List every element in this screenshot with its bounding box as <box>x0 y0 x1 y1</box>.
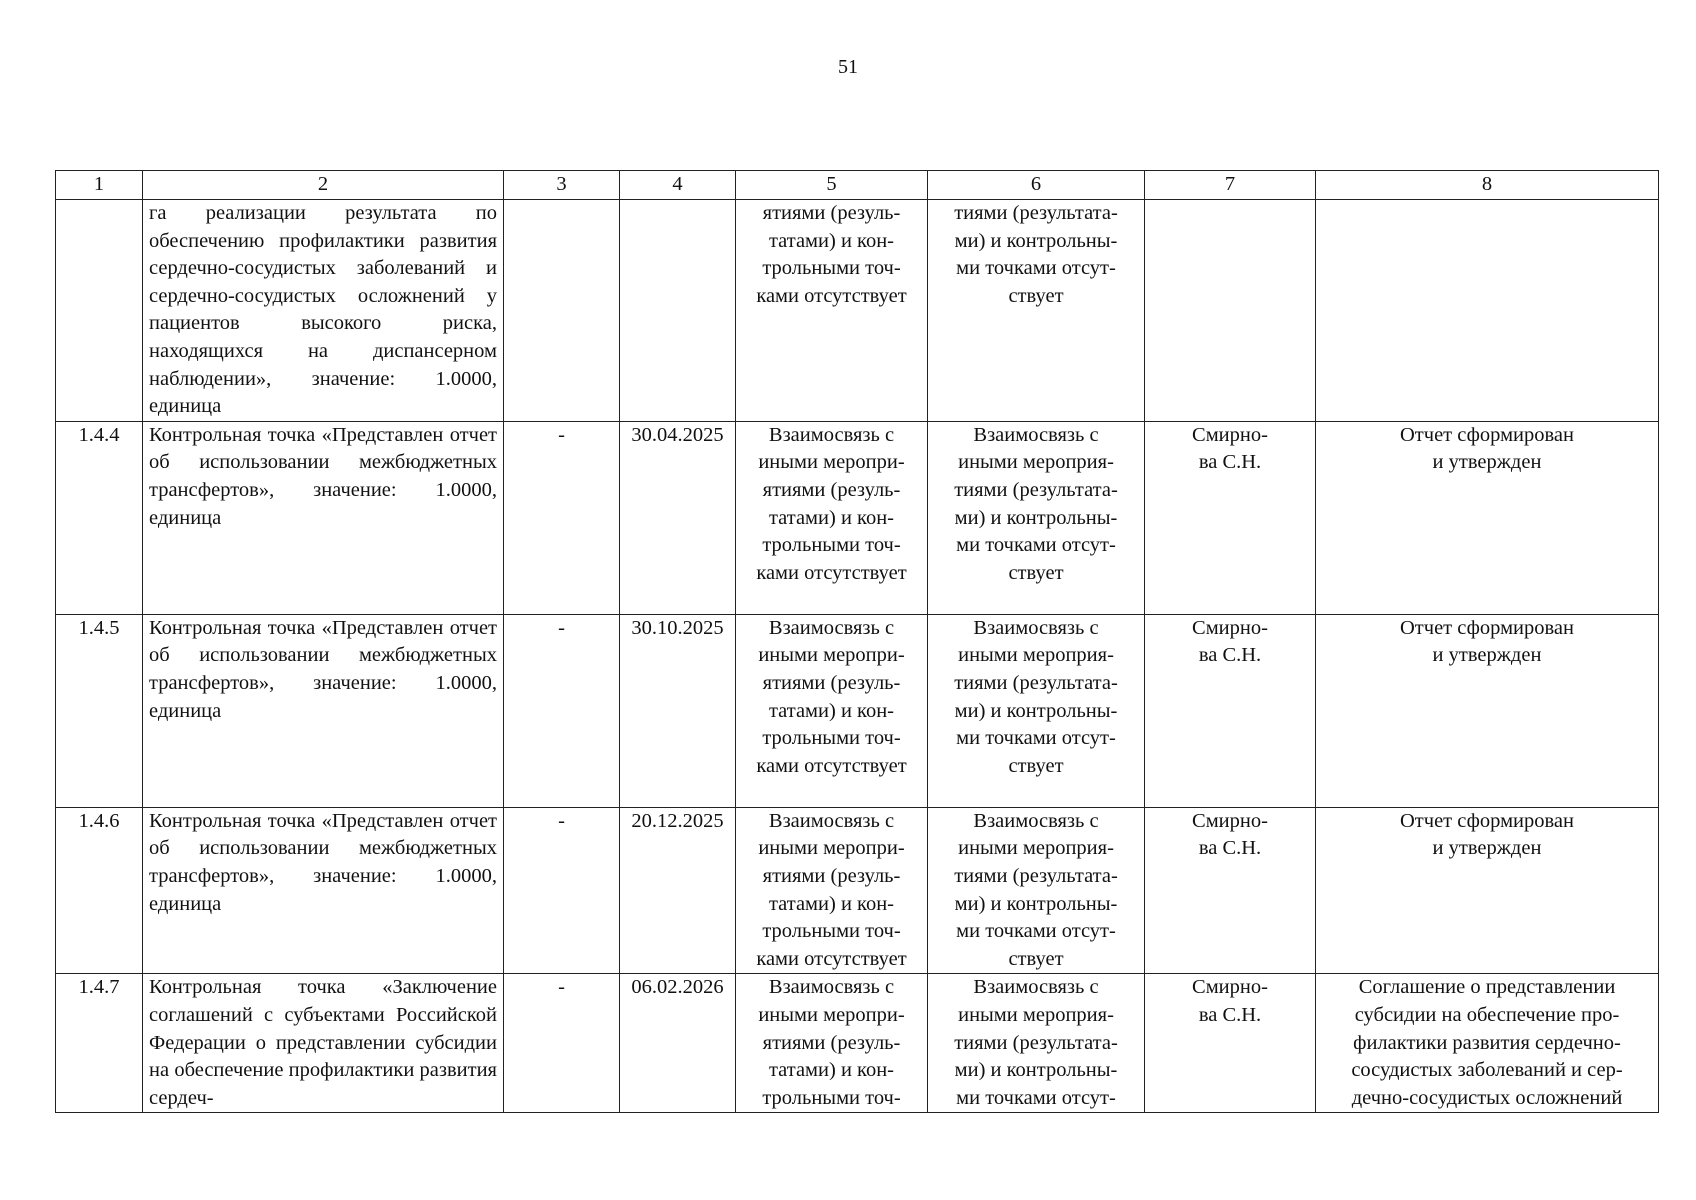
row-col5: ятиями (резуль- татами) и кон- трольными точ- ками отсутствует <box>736 200 928 422</box>
table-row <box>56 614 1659 807</box>
page-number: 51 <box>838 56 858 78</box>
column-header: 2 <box>143 171 504 200</box>
row-responsible: Смирно- ва С.Н. <box>1145 614 1316 807</box>
row-col3: - <box>504 974 620 1113</box>
row-date: 20.12.2025 <box>620 807 736 974</box>
row-number: 1.4.4 <box>56 421 143 614</box>
row-col6: Взаимосвязь с иными мероприя- тиями (результата- ми) и контрольны- ми точками отсут- <box>928 974 1145 1113</box>
row-responsible: Смирно- ва С.Н. <box>1145 974 1316 1113</box>
row-number <box>56 200 143 422</box>
row-col3: - <box>504 807 620 974</box>
column-header: 1 <box>56 171 143 200</box>
row-description: Контрольная точка «Представлен отчет об использовании межбюджетных трансфертов», значение: 1.0000, единица <box>143 421 504 614</box>
row-date: 30.04.2025 <box>620 421 736 614</box>
row-col3: - <box>504 614 620 807</box>
column-header: 7 <box>1145 171 1316 200</box>
column-header: 6 <box>928 171 1145 200</box>
row-col6: Взаимосвязь с иными мероприя- тиями (результата- ми) и контрольны- ми точками отсут- ствует <box>928 421 1145 614</box>
table-row <box>56 974 1659 1113</box>
row-col5: Взаимосвязь с иными меропри- ятиями (резуль- татами) и кон- трольными точ- <box>736 974 928 1113</box>
row-description: Контрольная точка «Представлен отчет об использовании межбюджетных трансфертов», значение: 1.0000, единица <box>143 614 504 807</box>
header-row <box>56 171 1659 200</box>
row-responsible: Смирно- ва С.Н. <box>1145 421 1316 614</box>
column-header: 3 <box>504 171 620 200</box>
row-date <box>620 200 736 422</box>
row-col5: Взаимосвязь с иными меропри- ятиями (резуль- татами) и кон- трольными точ- ками отсутствует <box>736 807 928 974</box>
row-responsible: Смирно- ва С.Н. <box>1145 807 1316 974</box>
row-number: 1.4.5 <box>56 614 143 807</box>
row-col5: Взаимосвязь с иными меропри- ятиями (резуль- татами) и кон- трольными точ- ками отсутствует <box>736 421 928 614</box>
row-result <box>1316 200 1659 422</box>
row-result: Соглашение о представлении субсидии на обеспечение про- филактики развития сердечно- сосудистых заболеваний и сер- дечно-сосудистых осложнений <box>1316 974 1659 1113</box>
row-result: Отчет сформирован и утвержден <box>1316 614 1659 807</box>
table-row <box>56 200 1659 422</box>
row-date: 06.02.2026 <box>620 974 736 1113</box>
row-number: 1.4.6 <box>56 807 143 974</box>
column-header: 8 <box>1316 171 1659 200</box>
row-responsible <box>1145 200 1316 422</box>
row-col6: тиями (результата- ми) и контрольны- ми точками отсут- ствует <box>928 200 1145 422</box>
row-description: Контрольная точка «Представлен отчет об использовании межбюджетных трансфертов», значение: 1.0000, единица <box>143 807 504 974</box>
table-row <box>56 421 1659 614</box>
row-col6: Взаимосвязь с иными мероприя- тиями (результата- ми) и контрольны- ми точками отсут- ствует <box>928 614 1145 807</box>
column-header: 5 <box>736 171 928 200</box>
row-col3 <box>504 200 620 422</box>
row-description: га реализации результата по обеспечению профилактики развития сердечно-сосудистых заболеваний и сердечно-сосудистых осложнений у пациентов высокого риска, находящихся на диспансерном наблюдении», значение: 1.0000, единица <box>143 200 504 422</box>
row-col5: Взаимосвязь с иными меропри- ятиями (резуль- татами) и кон- трольными точ- ками отсутствует <box>736 614 928 807</box>
column-header: 4 <box>620 171 736 200</box>
plan-table <box>55 170 1659 1113</box>
row-col3: - <box>504 421 620 614</box>
row-number: 1.4.7 <box>56 974 143 1113</box>
table-row <box>56 807 1659 974</box>
row-result: Отчет сформирован и утвержден <box>1316 421 1659 614</box>
row-col6: Взаимосвязь с иными мероприя- тиями (результата- ми) и контрольны- ми точками отсут- ствует <box>928 807 1145 974</box>
row-description: Контрольная точка «Заключение соглашений с субъектами Российской Федерации о представлении субсидии на обеспечение профилактики развития сердеч- <box>143 974 504 1113</box>
row-result: Отчет сформирован и утвержден <box>1316 807 1659 974</box>
row-date: 30.10.2025 <box>620 614 736 807</box>
